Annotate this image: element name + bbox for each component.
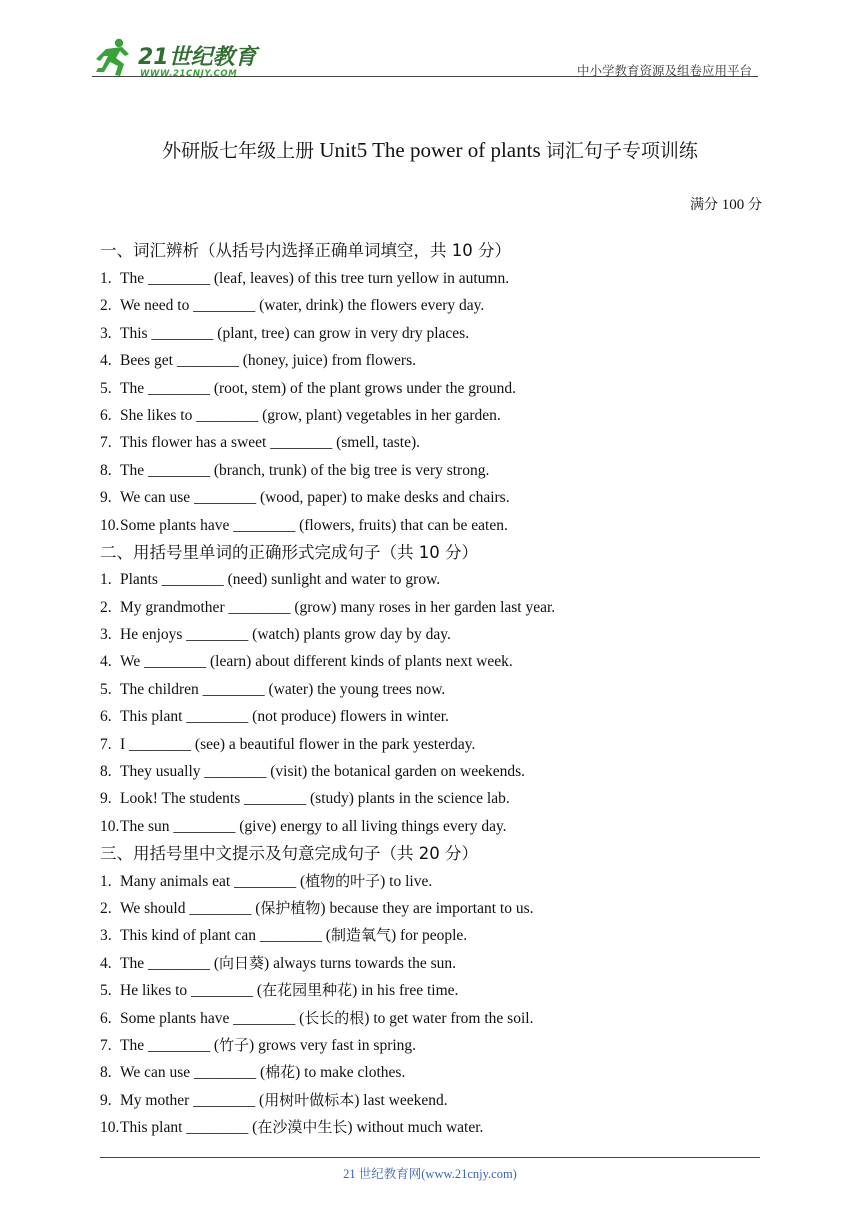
question-number: 4. [100, 653, 112, 671]
question-number: 8. [100, 763, 112, 781]
question-number: 5. [100, 680, 112, 698]
section-heading: 一、词汇辨析（从括号内选择正确单词填空，共 10 分） [100, 241, 511, 260]
site-logo [92, 36, 272, 80]
question-item [100, 621, 760, 648]
document-title: 外研版七年级上册 Unit5 The power of plants 词汇句子专项训练 [162, 138, 698, 162]
question-text: This ________ (plant, tree) can grow in very dry places. [120, 324, 470, 342]
question-text: Some plants have ________ (flowers, fruits) that can be eaten. [120, 516, 508, 534]
question-number: 6. [100, 1009, 112, 1027]
question-item [100, 347, 760, 374]
question-text: Some plants have ________ (长长的根) to get water from the soil. [120, 1008, 534, 1027]
question-text: The children ________ (water) the young trees now. [120, 680, 446, 698]
question-item [100, 785, 760, 812]
question-text: He enjoys ________ (watch) plants grow day by day. [120, 626, 451, 644]
question-item [100, 1087, 760, 1114]
question-item [100, 648, 760, 675]
question-item [100, 703, 760, 730]
question-number: 4. [100, 352, 112, 370]
question-number: 2. [100, 899, 112, 917]
question-item [100, 1059, 760, 1086]
question-item [100, 868, 760, 895]
question-number: 2. [100, 297, 112, 315]
question-item [100, 1032, 760, 1059]
question-item [100, 265, 760, 292]
question-number: 3. [100, 324, 112, 342]
footer-divider [100, 1157, 760, 1158]
section-heading: 二、用括号里单词的正确形式完成句子（共 10 分） [100, 542, 478, 562]
question-text: Look! The students ________ (study) plants in the science lab. [120, 790, 510, 808]
question-text: I ________ (see) a beautiful flower in the park yesterday. [120, 735, 476, 753]
question-text: This plant ________ (在沙漠中生长) without much water. [120, 1118, 484, 1137]
question-item [100, 758, 760, 785]
question-number: 10. [100, 516, 120, 534]
question-text: She likes to ________ (grow, plant) vegetables in her garden. [120, 406, 501, 424]
question-text: They usually ________ (visit) the botanical garden on weekends. [120, 763, 526, 781]
exercise-content [100, 238, 760, 1142]
question-item [100, 457, 760, 484]
question-item [100, 895, 760, 922]
question-number: 7. [100, 434, 112, 452]
question-item [100, 375, 760, 402]
question-number: 8. [100, 461, 112, 479]
question-text: Many animals eat ________ (植物的叶子) to live. [120, 871, 433, 890]
question-number: 9. [100, 1091, 112, 1109]
svg-text:WWW.21CNJY.COM: WWW.21CNJY.COM [140, 69, 238, 79]
question-item [100, 512, 760, 539]
section-heading: 三、用括号里中文提示及句意完成句子（共 20 分） [100, 844, 478, 864]
question-text: The ________ (leaf, leaves) of this tree turn yellow in autumn. [120, 270, 510, 287]
question-text: We need to ________ (water, drink) the flowers every day. [120, 297, 485, 315]
question-number: 10. [100, 817, 120, 835]
question-item [100, 922, 760, 949]
question-number: 2. [100, 598, 112, 616]
question-number: 10. [100, 1119, 120, 1137]
question-item [100, 1005, 760, 1032]
svg-text:21世纪教育: 21世纪教育 [138, 45, 257, 70]
question-item [100, 950, 760, 977]
question-text: We ________ (learn) about different kinds of plants next week. [120, 653, 513, 671]
question-item [100, 1114, 760, 1141]
question-text: My mother ________ (用树叶做标本) last weekend. [120, 1090, 448, 1109]
question-item [100, 731, 760, 758]
question-number: 7. [100, 735, 112, 753]
question-item [100, 977, 760, 1004]
question-text: This plant ________ (not produce) flowers in winter. [120, 708, 449, 726]
question-number: 6. [100, 708, 112, 726]
platform-tagline: 中小学教育资源及组卷应用平台 [576, 63, 752, 78]
question-number: 4. [100, 954, 112, 972]
question-number: 9. [100, 790, 112, 808]
question-text: We should ________ (保护植物) because they are important to us. [120, 898, 534, 917]
question-text: My grandmother ________ (grow) many roses in her garden last year. [120, 598, 556, 616]
question-item [100, 292, 760, 319]
question-number: 7. [100, 1036, 112, 1054]
page-header [92, 30, 758, 80]
question-text: The sun ________ (give) energy to all living things every day. [120, 817, 507, 835]
header-divider [92, 76, 758, 77]
full-score: 满分 100 分 [690, 197, 762, 213]
question-text: He likes to ________ (在花园里种花) in his free time. [120, 981, 459, 1000]
question-item [100, 813, 760, 840]
question-text: The ________ (向日葵) always turns towards the sun. [120, 953, 457, 972]
question-text: We can use ________ (棉花) to make clothes. [120, 1063, 406, 1082]
question-item [100, 676, 760, 703]
question-item [100, 320, 760, 347]
question-text: This flower has a sweet ________ (smell, taste). [120, 434, 421, 452]
question-item [100, 429, 760, 456]
question-number: 6. [100, 406, 112, 424]
question-text: Bees get ________ (honey, juice) from flowers. [120, 352, 416, 370]
question-item [100, 484, 760, 511]
footer-text[interactable]: 21 世纪教育网(www.21cnjy.com) [343, 1167, 517, 1181]
question-number: 1. [100, 270, 112, 287]
question-item [100, 402, 760, 429]
question-text: The ________ (root, stem) of the plant grows under the ground. [120, 379, 517, 397]
question-item [100, 594, 760, 621]
question-item [100, 566, 760, 593]
question-text: We can use ________ (wood, paper) to make desks and chairs. [120, 489, 510, 507]
question-text: The ________ (branch, trunk) of the big tree is very strong. [120, 461, 490, 479]
question-number: 1. [100, 872, 112, 890]
question-text: This kind of plant can ________ (制造氧气) for people. [120, 926, 468, 945]
question-number: 3. [100, 927, 112, 945]
question-number: 9. [100, 489, 112, 507]
question-text: The ________ (竹子) grows very fast in spring. [120, 1035, 417, 1054]
question-number: 5. [100, 379, 112, 397]
question-number: 5. [100, 982, 112, 1000]
question-number: 1. [100, 571, 112, 589]
question-text: Plants ________ (need) sunlight and water to grow. [120, 571, 441, 589]
question-number: 8. [100, 1064, 112, 1082]
question-number: 3. [100, 626, 112, 644]
runner-icon [96, 39, 129, 76]
